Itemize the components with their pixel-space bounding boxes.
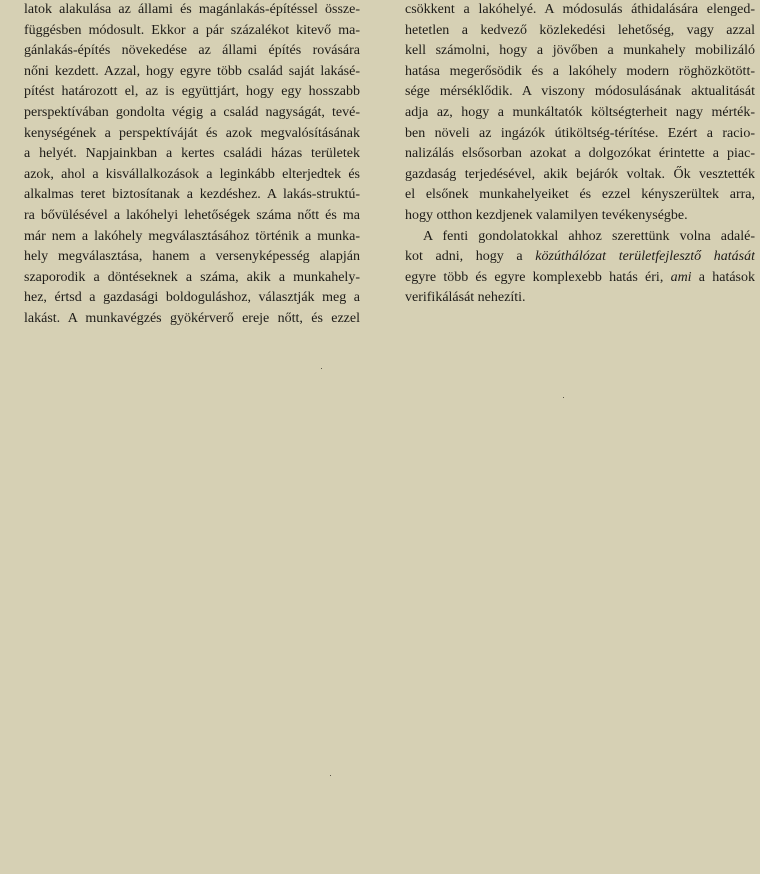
text-line: a helyét. Napjainkban a kertes családi házas területek <box>24 146 360 162</box>
text-line: hetetlen a kedvező közlekedési lehetőség, vagy azzal <box>405 22 755 38</box>
text-line: függésben módosult. Ekkor a pár százalékot kitevő ma- <box>24 22 360 38</box>
text-line: hatása megerősödik és a lakóhely modern röghözkötött- <box>405 63 755 79</box>
text-line: lakást. A munkavégzés gyökérverő ereje nőtt, és ezzel <box>24 310 360 326</box>
text-line: gazdaság terjedésével, akik bejárók voltak. Ők vesztették <box>405 166 755 182</box>
text-line <box>405 247 755 268</box>
right-column <box>405 0 755 309</box>
text-line: kell számolni, hogy a jövőben a munkahely mobilizáló <box>405 43 755 59</box>
text-line: már nem a lakóhely megválasztásához történik a munka- <box>24 228 360 244</box>
text-line: hez, értsd a gazdasági boldoguláshoz, választják meg a <box>24 290 360 306</box>
text-line: azok, ahol a kisvállalkozások a leginkább elterjedtek és <box>24 166 360 182</box>
scan-speck <box>321 368 322 369</box>
text-line: pítést határozott el, az is együttjárt, hogy egy hosszabb <box>24 84 360 100</box>
text-line: hogy otthon kezdjenek valamilyen tevékenységbe. <box>405 207 688 223</box>
text-line: A fenti gondolatokkal ahhoz szerettünk volna adalé- <box>423 228 755 244</box>
left-column <box>24 0 360 330</box>
text-line: szaporodik a döntéseknek a száma, akik a munkahely- <box>24 269 360 285</box>
text-line: nalizálás elsősorban azokat a dolgozókat érintette a piac- <box>405 146 755 162</box>
text-line: el elsőnek munkahelyeiket és ezzel kényszerültek arra, <box>405 187 755 203</box>
italic-word: ami <box>670 269 692 285</box>
text-line: perspektívában gondolta végig a család nagyságát, tevé- <box>24 104 360 120</box>
text-line: nőni kezdett. Azzal, hogy egyre több család saját lakásé- <box>24 63 360 79</box>
right-paragraph-1 <box>405 0 755 227</box>
text-line: hely megválasztása, hanem a versenyképesség alapján <box>24 249 360 265</box>
text-line: latok alakulása az állami és magánlakás-építéssel össze- <box>24 2 360 17</box>
scan-speck <box>330 775 331 776</box>
text-line: ra bővülésével a lakóhelyi lehetőségek száma nőtt és ma <box>24 207 360 223</box>
text-line: ben növeli az ingázók útiköltség-térítése. Ezért a racio- <box>405 125 755 141</box>
text-fragment: egyre több és egyre komplexebb hatás éri, <box>405 269 671 285</box>
right-paragraph-2 <box>405 227 755 309</box>
text-line: adja az, hogy a munkáltatók költségterheit nagy mérték- <box>405 104 755 120</box>
text-line: sége mérséklődik. A viszony módosulásának aktualitását <box>405 84 755 100</box>
scan-speck <box>563 397 564 398</box>
text-line: alkalmas teret biztosítanak a kezdéshez. A lakás-struktú- <box>24 187 360 203</box>
text-line: csökkent a lakóhelyé. A módosulás áthidalására elenged- <box>405 2 755 17</box>
text-line: kenységének a perspektíváját és azok megvalósításának <box>24 125 360 141</box>
text-fragment: kot adni, hogy a <box>405 249 536 265</box>
text-line: verifikálását nehezíti. <box>405 290 526 306</box>
text-line: gánlakás-építés növekedése az állami építés rovására <box>24 43 360 59</box>
text-fragment: a hatások <box>691 269 755 285</box>
italic-phrase: közúthálózat területfejlesztő hatását <box>535 249 755 265</box>
text-line <box>405 268 755 289</box>
